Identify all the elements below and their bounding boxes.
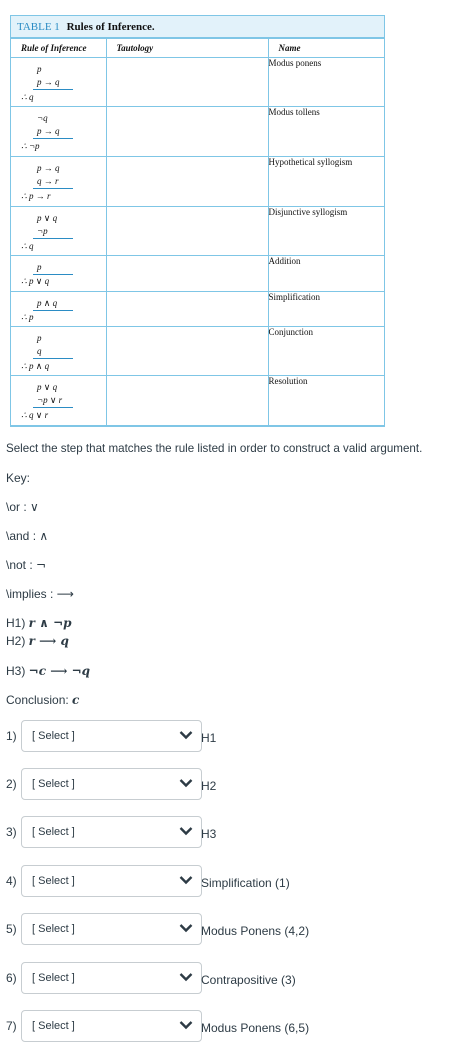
premise: p [37, 333, 42, 343]
step-rule: Contrapositive (3) [201, 973, 296, 987]
step-row [6, 865, 306, 897]
select-value: [ Select ] [32, 778, 75, 790]
header-tautology: Tautology [106, 39, 268, 58]
select-value: [ Select ] [32, 730, 75, 742]
hypothesis-2-expr: r ⟶ q [28, 634, 69, 648]
step-rule: H1 [201, 731, 217, 745]
hypothesis-1-label: H1) [6, 616, 29, 630]
conclusion-line [21, 141, 40, 152]
premise: ¬q [37, 113, 48, 123]
table-row [11, 107, 384, 157]
step-select[interactable] [21, 816, 202, 848]
rule-name: Modus tollens [268, 107, 384, 157]
step-select[interactable] [21, 865, 202, 897]
rule-underline [33, 310, 73, 311]
premise: p ∨ q [37, 382, 58, 392]
key-or [6, 500, 39, 514]
premise: q [37, 346, 42, 356]
rule-name: Disjunctive syllogism [268, 207, 384, 256]
step-row [6, 768, 306, 800]
rule-conclusion: q [28, 92, 34, 102]
hypothesis-2 [6, 634, 69, 648]
not-symbol: ¬ [36, 558, 47, 572]
therefore-symbol: ∴ [21, 92, 27, 102]
therefore-symbol: ∴ [21, 312, 27, 322]
rule-underline [33, 188, 73, 189]
hypothesis-1-expr: r ∧ ¬p [28, 616, 72, 630]
chevron-down-icon [179, 1020, 193, 1030]
rule-underline [33, 358, 73, 359]
header-name: Name [268, 39, 384, 58]
chevron-down-icon [179, 778, 193, 788]
conclusion-line [21, 241, 33, 252]
premise: p [37, 64, 42, 74]
rule-underline [33, 238, 73, 239]
table-row [11, 157, 384, 207]
rules-of-inference-table [10, 15, 385, 427]
rule-name: Resolution [268, 376, 384, 426]
select-value: [ Select ] [32, 972, 75, 984]
therefore-symbol: ∴ [21, 361, 27, 371]
instruction-text: Select the step that matches the rule listed in order to construct a valid argument. [6, 442, 423, 455]
conclusion-label: Conclusion: [6, 693, 73, 707]
step-number: 1) [6, 729, 17, 743]
chevron-down-icon [179, 826, 193, 836]
chevron-down-icon [179, 730, 193, 740]
key-and-command: \and : [6, 529, 40, 543]
step-rule: H2 [201, 779, 217, 793]
rule-cell [11, 207, 106, 256]
tautology-cell [106, 58, 268, 107]
header-rule: Rule of Inference [11, 39, 106, 58]
conclusion-line [21, 276, 49, 287]
key-implies [6, 587, 74, 601]
conclusion-line [21, 312, 33, 323]
conclusion-expr: c [72, 693, 80, 707]
rule-conclusion: ¬p [28, 141, 40, 151]
step-number: 3) [6, 825, 17, 839]
rule-conclusion: q [28, 241, 34, 251]
table-row [11, 376, 384, 426]
step-row [6, 913, 310, 945]
premise: p ∨ q [37, 213, 58, 223]
step-select[interactable] [21, 962, 202, 994]
key-not [6, 558, 46, 572]
rule-name: Conjunction [268, 327, 384, 376]
tautology-cell [106, 327, 268, 376]
premise: p ∧ q [37, 298, 58, 308]
table-row [11, 327, 384, 376]
conclusion-line [21, 361, 49, 372]
rule-underline [33, 407, 73, 408]
therefore-symbol: ∴ [21, 191, 27, 201]
step-row [6, 1010, 310, 1042]
key-not-command: \not : [6, 558, 37, 572]
table-title: Rules of Inference. [66, 21, 155, 33]
rule-conclusion: p ∨ q [28, 276, 50, 286]
premise: q → r [37, 176, 59, 186]
rule-underline [33, 89, 73, 90]
premise: p → q [37, 77, 60, 87]
table-number: TABLE 1 [17, 21, 60, 33]
key-or-command: \or : [6, 500, 31, 514]
table-row [11, 292, 384, 327]
conclusion-line [21, 92, 33, 103]
select-value: [ Select ] [32, 923, 75, 935]
step-select[interactable] [21, 720, 202, 752]
hypothesis-2-label: H2) [6, 634, 29, 648]
rule-conclusion: q ∨ r [28, 410, 49, 420]
step-number: 2) [6, 777, 17, 791]
therefore-symbol: ∴ [21, 276, 27, 286]
premise: p → q [37, 126, 60, 136]
rule-cell [11, 292, 106, 327]
key-implies-command: \implies : [6, 587, 57, 601]
and-symbol: ∧ [39, 529, 49, 543]
key-and [6, 529, 48, 543]
step-number: 4) [6, 874, 17, 888]
select-value: [ Select ] [32, 826, 75, 838]
select-value: [ Select ] [32, 1020, 75, 1032]
rule-cell [11, 58, 106, 107]
therefore-symbol: ∴ [21, 141, 27, 151]
implies-symbol: ⟶ [56, 587, 74, 601]
rule-cell [11, 327, 106, 376]
conclusion-line [21, 191, 51, 202]
rule-name: Addition [268, 256, 384, 292]
conclusion-line [21, 410, 48, 421]
table-header-row [11, 39, 384, 58]
tautology-cell [106, 157, 268, 207]
step-select[interactable] [21, 1010, 202, 1042]
rules-table [11, 38, 384, 426]
select-value: [ Select ] [32, 875, 75, 887]
tautology-cell [106, 207, 268, 256]
rule-underline [33, 274, 73, 275]
premise: ¬p ∨ r [37, 395, 63, 405]
tautology-cell [106, 376, 268, 426]
step-row [6, 720, 306, 752]
step-select[interactable] [21, 768, 202, 800]
table-row [11, 207, 384, 256]
rule-cell [11, 107, 106, 157]
hypothesis-3 [6, 664, 90, 678]
step-number: 7) [6, 1019, 17, 1033]
hypothesis-1 [6, 616, 72, 630]
rule-conclusion: p [28, 312, 34, 322]
tautology-cell [106, 256, 268, 292]
step-select[interactable] [21, 913, 202, 945]
step-rule: Modus Ponens (6,5) [201, 1021, 310, 1035]
rule-conclusion: p → r [28, 191, 51, 201]
rule-name: Simplification [268, 292, 384, 327]
rule-underline [33, 138, 73, 139]
hypothesis-3-expr: ¬c ⟶ ¬q [28, 664, 91, 678]
step-number: 6) [6, 971, 17, 985]
step-rule: Modus Ponens (4,2) [201, 924, 310, 938]
key-label: Key: [6, 471, 31, 485]
step-rule: Simplification (1) [201, 876, 290, 890]
chevron-down-icon [179, 875, 193, 885]
table-row [11, 256, 384, 292]
step-number: 5) [6, 922, 17, 936]
table-caption [11, 16, 384, 38]
premise: p [37, 262, 42, 272]
tautology-cell [106, 107, 268, 157]
step-rule: H3 [201, 827, 217, 841]
rule-cell [11, 157, 106, 207]
rule-conclusion: p ∧ q [28, 361, 50, 371]
therefore-symbol: ∴ [21, 410, 27, 420]
rule-name: Modus ponens [268, 58, 384, 107]
or-symbol: ∨ [30, 500, 39, 514]
hypothesis-3-label: H3) [6, 664, 29, 678]
tautology-cell [106, 292, 268, 327]
premise: ¬p [37, 226, 48, 236]
conclusion [6, 693, 79, 707]
therefore-symbol: ∴ [21, 241, 27, 251]
chevron-down-icon [179, 923, 193, 933]
premise: p → q [37, 163, 60, 173]
chevron-down-icon [179, 972, 193, 982]
rule-cell [11, 256, 106, 292]
step-row [6, 816, 306, 848]
step-row [6, 962, 306, 994]
table-row [11, 58, 384, 107]
rule-name: Hypothetical syllogism [268, 157, 384, 207]
rule-cell [11, 376, 106, 426]
